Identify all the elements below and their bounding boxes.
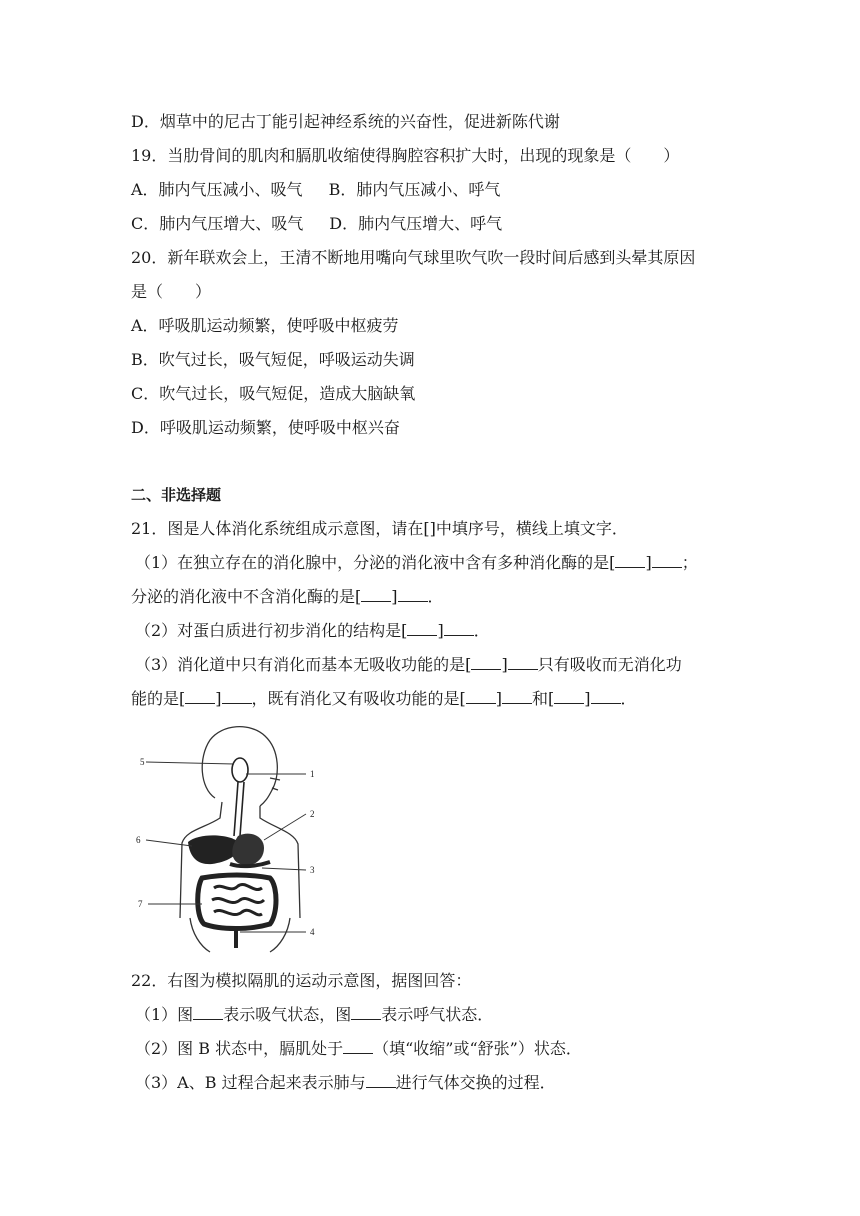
q20-option-c: C．吹气过长，吸气短促，造成大脑缺氧 xyxy=(131,384,416,403)
section-heading: 二、非选择题 xyxy=(131,486,222,504)
digestive-system-diagram xyxy=(130,718,330,956)
q21-p1-text-d: 分泌的消化液中不含消化酶的是[ xyxy=(131,587,362,606)
q19-option-b: B．肺内气压减小、呼气 xyxy=(328,180,501,199)
q21-stem: 21．图是人体消化系统组成示意图，请在[]中填序号，横线上填文字． xyxy=(131,519,628,538)
q21-p3-text-h: 和[ xyxy=(532,689,555,708)
q19-options-row-1 xyxy=(131,179,500,201)
q22-p3-text-b: 进行气体交换的过程． xyxy=(395,1073,556,1092)
answer-blank[interactable] xyxy=(615,553,645,568)
answer-blank[interactable] xyxy=(508,655,538,670)
q21-p1-text-c: ； xyxy=(681,553,698,572)
answer-blank[interactable] xyxy=(502,689,532,704)
answer-blank[interactable] xyxy=(466,689,496,704)
answer-blank[interactable] xyxy=(407,621,437,636)
fig-label: 3 xyxy=(310,865,315,875)
q22-part-2 xyxy=(135,1038,582,1060)
q19-option-a: A．肺内气压减小、吸气 xyxy=(131,180,303,199)
q21-p3-text-b: ] xyxy=(501,655,508,674)
answer-blank[interactable] xyxy=(444,621,474,636)
q18-option-d: D．烟草中的尼古丁能引起神经系统的兴奋性，促进新陈代谢 xyxy=(131,112,560,131)
q20-option-d: D．呼吸肌运动频繁，使呼吸中枢兴奋 xyxy=(131,418,400,437)
answer-blank[interactable] xyxy=(554,689,584,704)
fig-label: 4 xyxy=(310,927,315,937)
digestive-system-svg xyxy=(130,718,330,956)
answer-blank[interactable] xyxy=(471,655,501,670)
q19-options-row-2 xyxy=(131,213,502,235)
q21-p2-text-a: （2）对蛋白质进行初步消化的结构是[ xyxy=(135,621,408,640)
fig-label: 2 xyxy=(310,809,315,819)
q19-option-c: C．肺内气压增大、吸气 xyxy=(131,214,304,233)
fig-label: 7 xyxy=(138,899,143,909)
answer-blank[interactable] xyxy=(366,1073,396,1088)
q22-p3-text-a: （3）A、B 过程合起来表示肺与 xyxy=(135,1073,366,1092)
q21-part-3-line-2 xyxy=(131,688,637,710)
liver xyxy=(188,835,240,864)
fig-label: 1 xyxy=(310,769,315,779)
q21-p3-text-f: ，既有消化又有吸收功能的是[ xyxy=(251,689,466,708)
q21-part-2 xyxy=(135,620,490,642)
q22-stem: 22．右图为模拟隔肌的运动示意图，据图回答： xyxy=(131,971,472,990)
q21-p3-text-i: ] xyxy=(584,689,591,708)
q21-p3-text-j: ． xyxy=(620,689,637,708)
q22-p2-text-b: （填“收缩”或“舒张”）状态． xyxy=(373,1039,582,1058)
q22-p1-text-c: 表示呼气状态． xyxy=(381,1005,494,1024)
q21-p1-text-e: ] xyxy=(391,587,398,606)
q21-p3-text-c: 只有吸收而无消化功 xyxy=(537,655,682,674)
fig-label: 6 xyxy=(136,835,141,845)
q21-part-1-line-1 xyxy=(135,552,698,574)
small-intestine xyxy=(212,884,264,914)
q21-p1-text-b: ] xyxy=(645,553,652,572)
q21-p1-text-f: ． xyxy=(427,587,444,606)
answer-blank[interactable] xyxy=(343,1039,373,1054)
q20-option-a: A．呼吸肌运动频繁，使呼吸中枢疲劳 xyxy=(131,316,399,335)
q21-p3-text-e: ] xyxy=(215,689,222,708)
q20-option-b: B．吹气过长，吸气短促，呼吸运动失调 xyxy=(131,350,415,369)
q20-stem-line-1: 20．新年联欢会上，王清不断地用嘴向气球里吹气吹一段时间后感到头晕其原因 xyxy=(131,248,696,267)
answer-blank[interactable] xyxy=(193,1005,223,1020)
answer-blank[interactable] xyxy=(361,587,391,602)
q22-part-1 xyxy=(135,1004,493,1026)
q22-part-3 xyxy=(135,1072,556,1094)
q21-p2-text-b: ] xyxy=(437,621,444,640)
answer-blank[interactable] xyxy=(398,587,428,602)
answer-blank[interactable] xyxy=(591,689,621,704)
digestive-tract xyxy=(232,758,248,836)
q19-option-d: D．肺内气压增大、呼气 xyxy=(329,214,503,233)
q20-stem-line-2: 是（ ） xyxy=(131,282,212,301)
q22-p1-text-b: 表示吸气状态，图 xyxy=(223,1005,352,1024)
q21-p3-text-d: 能的是[ xyxy=(131,689,186,708)
q21-part-3-line-1 xyxy=(135,654,682,676)
q21-p3-text-a: （3）消化道中只有消化而基本无吸收功能的是[ xyxy=(135,655,472,674)
answer-blank[interactable] xyxy=(652,553,682,568)
q22-p1-text-a: （1）图 xyxy=(135,1005,194,1024)
q21-p3-text-g: ] xyxy=(495,689,502,708)
q19-stem: 19．当肋骨间的肌肉和膈肌收缩使得胸腔容积扩大时，出现的现象是（ ） xyxy=(131,146,680,165)
answer-blank[interactable] xyxy=(351,1005,381,1020)
stomach xyxy=(232,834,264,866)
q21-p2-text-c: ． xyxy=(473,621,490,640)
answer-blank[interactable] xyxy=(185,689,215,704)
q21-p1-text-a: （1）在独立存在的消化腺中，分泌的消化液中含有多种消化酶的是[ xyxy=(135,553,616,572)
q22-p2-text-a: （2）图 B 状态中，膈肌处于 xyxy=(135,1039,344,1058)
q21-part-1-line-2 xyxy=(131,586,444,608)
answer-blank[interactable] xyxy=(222,689,252,704)
fig-label: 5 xyxy=(140,757,145,767)
